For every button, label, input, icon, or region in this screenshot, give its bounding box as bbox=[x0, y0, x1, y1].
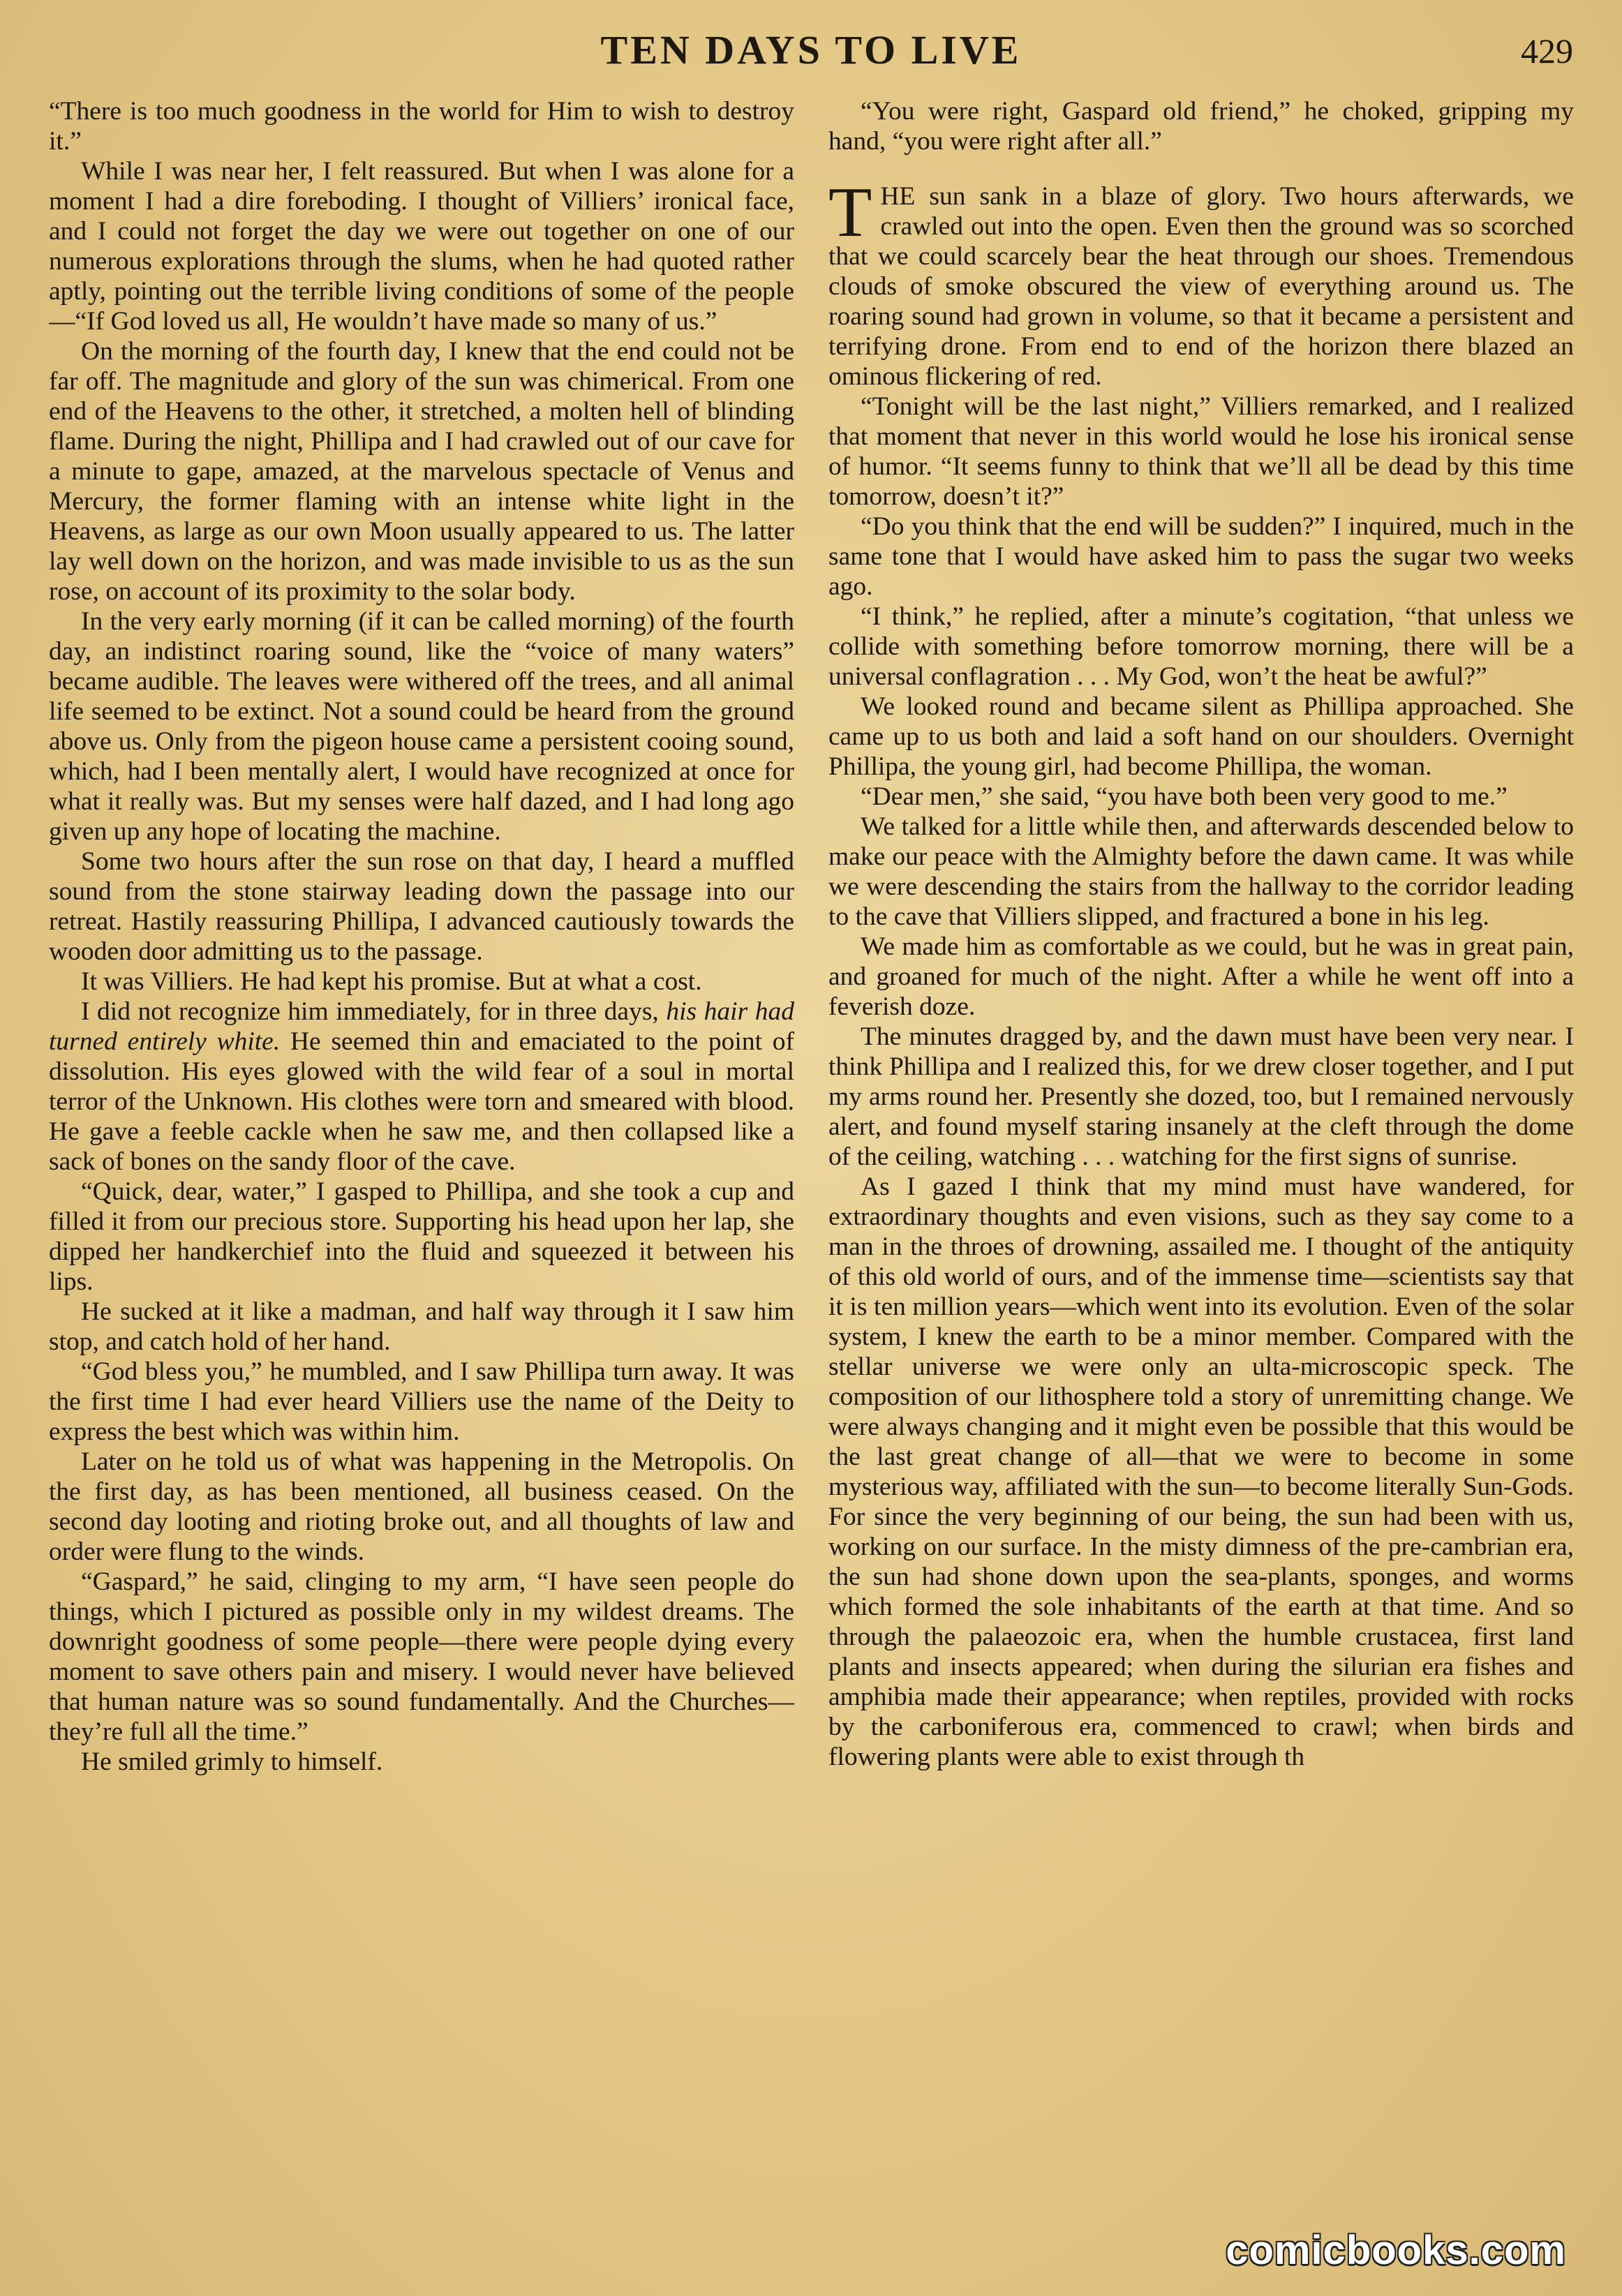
italic-emphasis: his hair had turned entirely white. bbox=[49, 997, 794, 1056]
site-watermark: comicbooks.com bbox=[1226, 2228, 1566, 2273]
right-column bbox=[828, 96, 1574, 2260]
paragraph: “Tonight will be the last night,” Villiers remarked, and I realized that moment that never in this world would he lose his ironical sense of humor. “It seems funny to think that we’ll all be dead by this time tomorrow, doesn’t it?” bbox=[828, 392, 1574, 511]
section-opening-paragraph bbox=[828, 173, 1574, 392]
paragraph: In the very early morning (if it can be called morning) of the fourth day, an indistinct roaring sound, like the “voice of many waters” became audible. The leaves were withered off the trees, and all animal life seemed to be extinct. Not a sound could be heard from the ground above us. Only from the pigeon house came a persistent cooing sound, which, had I been mentally alert, I would have recognized at once for what it really was. But my senses were half dazed, and I had long ago given up any hope of locating the machine. bbox=[49, 607, 794, 846]
page-number: 429 bbox=[1521, 31, 1573, 70]
paragraph: We made him as comfortable as we could, but he was in great pain, and groaned for much of the night. After a while he went off into a feverish doze. bbox=[828, 932, 1574, 1021]
paragraph: While I was near her, I felt reassured. But when I was alone for a moment I had a dire foreboding. I thought of Villiers’ ironical face, and I could not forget the day we were out together on one of our numerous explorations through the slums, when he had quoted rather aptly, pointing out the terrible living conditions of some of the people—“If God loved us all, He wouldn’t have made so many of us.” bbox=[49, 157, 794, 336]
paragraph: On the morning of the fourth day, I knew that the end could not be far off. The magnitude and glory of the sun was chimerical. From one end of the Heavens to the other, it stretched, a molten hell of blinding flame. During the night, Phillipa and I had crawled out of our cave for a minute to gape, amazed, at the marvelous spectacle of Venus and Mercury, the former flaming with an intense white light in the Heavens, as large as our own Moon usually appeared to us. The latter lay well down on the horizon, and was made invisible to us as the sun rose, on account of its proximity to the solar body. bbox=[49, 337, 794, 606]
paragraph-text: He seemed thin and emaciated to the point of dissolution. His eyes glowed with the wild fear of a soul in mortal terror of the Unknown. His clothes were torn and smeared with blood. He gave a feeble cackle when he saw me, and then collapsed like a sack of bones on the sandy floor of the cave. bbox=[49, 1027, 794, 1176]
paragraph: “I think,” he replied, after a minute’s cogitation, “that unless we collide with something before tomorrow morning, there will be a universal conflagration . . . My God, won’t the heat be awful?” bbox=[828, 602, 1574, 691]
article-body bbox=[49, 96, 1574, 2260]
paragraph: He sucked at it like a madman, and half way through it I saw him stop, and catch hold of her hand. bbox=[49, 1297, 794, 1356]
paragraph-text: HE sun sank in a blaze of glory. Two hours afterwards, we crawled out into the open. Even then the ground was so scorched that we could scarcely bear the heat through our shoes. Tremendous clouds of smoke obscured the view of everything around us. The roaring sound had grown in volume, so that it became a persistent and terrifying drone. From end to end of the horizon there blazed an ominous flickering of red. bbox=[828, 182, 1574, 391]
paragraph: “There is too much goodness in the world for Him to wish to destroy it.” bbox=[49, 97, 794, 156]
paragraph: As I gazed I think that my mind must have wandered, for extraordinary thoughts and even visions, such as they say come to a man in the throes of drowning, assailed me. I thought of the antiquity of this old world of ours, and of the immense time—scientists say that it is ten million years—which went into its evolution. Even of the solar system, I knew the earth to be a minor member. Compared with the stellar universe we were only an ulta-microscopic speck. The composition of our lithosphere told a story of unremitting change. We were always changing and it might even be possible that this would be the last great change of all—that we were to become in some mysterious way, affiliated with the sun—to become literally Sun-Gods. For since the very beginning of our being, the sun had been with us, working on our surface. In the misty dimness of the pre-cambrian era, the sun had shone down upon the sea-plants, sponges, and worms which formed the sole inhabitants of the earth at that time. And so through the palaeozoic era, when the humble crustacea, first land plants and insects appeared; when during the silurian era fishes and amphibia made their appearance; when reptiles, provided with rocks by the carboniferous era, commenced to crawl; when birds and flowering plants were able to exist through th bbox=[828, 1172, 1574, 1771]
paragraph: It was Villiers. He had kept his promise. But at what a cost. bbox=[81, 967, 702, 996]
running-title: TEN DAYS TO LIVE bbox=[600, 27, 1022, 73]
paragraph: The minutes dragged by, and the dawn must have been very near. I think Phillipa and I realized this, for we drew closer together, and I put my arms round her. Presently she dozed, too, but I remained nervously alert, and found myself staring insanely at the cleft through the dome of the ceiling, watching . . . watching for the first signs of sunrise. bbox=[828, 1022, 1574, 1171]
paragraph bbox=[49, 997, 794, 1177]
paragraph-text: I did not recognize him immediately, for in three days, bbox=[81, 997, 667, 1026]
paragraph: “God bless you,” he mumbled, and I saw Phillipa turn away. It was the first time I had ever heard Villiers use the name of the Deity to express the best which was within him. bbox=[49, 1357, 794, 1446]
paragraph: Later on he told us of what was happening in the Metropolis. On the first day, as has been mentioned, all business ceased. On the second day looting and rioting broke out, and all thoughts of law and order were flung to the winds. bbox=[49, 1447, 794, 1566]
paragraph: “Gaspard,” he said, clinging to my arm, “I have seen people do things, which I pictured as possible only in my wildest dreams. The downright goodness of some people—there were people dying every moment to save others pain and misery. I would never have believed that human nature was so sound fundamentally. And the Churches—they’re full all the time.” bbox=[49, 1567, 794, 1746]
paragraph: We talked for a little while then, and afterwards descended below to make our peace with the Almighty before the dawn came. It was while we were descending the stairs from the hallway to the corridor leading to the cave that Villiers slipped, and fractured a bone in his leg. bbox=[828, 812, 1574, 931]
paragraph: “You were right, Gaspard old friend,” he choked, gripping my hand, “you were right after all.” bbox=[828, 97, 1574, 156]
paragraph: “Dear men,” she said, “you have both been very good to me.” bbox=[861, 782, 1508, 811]
paragraph: We looked round and became silent as Phillipa approached. She came up to us both and laid a soft hand on our shoulders. Overnight Phillipa, the young girl, had become Phillipa, the woman. bbox=[828, 692, 1574, 781]
page-header bbox=[49, 21, 1573, 77]
paragraph: “Quick, dear, water,” I gasped to Phillipa, and she took a cup and filled it from our precious store. Supporting his head upon her lap, she dipped her handkerchief into the fluid and squeezed it between his lips. bbox=[49, 1177, 794, 1296]
left-column bbox=[49, 96, 794, 2260]
drop-cap: T bbox=[828, 173, 872, 252]
paragraph: “Do you think that the end will be sudden?” I inquired, much in the same tone that I would have asked him to pass the sugar two weeks ago. bbox=[828, 512, 1574, 601]
paragraph: He smiled grimly to himself. bbox=[81, 1747, 383, 1776]
paragraph: Some two hours after the sun rose on that day, I heard a muffled sound from the stone stairway leading down the passage into our retreat. Hastily reassuring Phillipa, I advanced cautiously towards the wooden door admitting us to the passage. bbox=[49, 847, 794, 966]
